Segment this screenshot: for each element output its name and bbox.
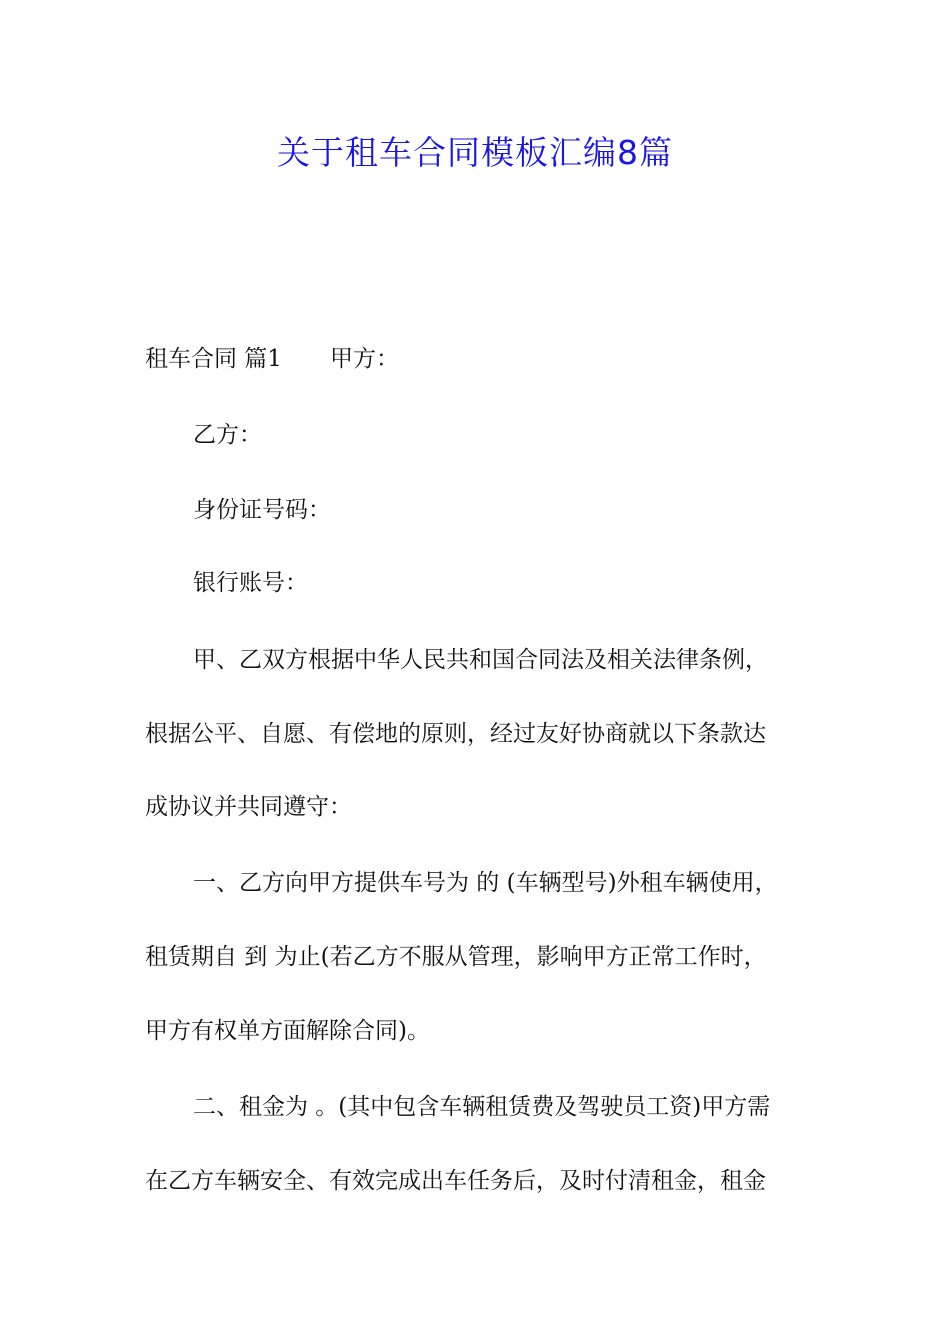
paragraph-line: 甲、乙双方根据中华人民共和国合同法及相关法律条例，: [193, 647, 768, 673]
section-heading-line: [145, 342, 399, 376]
section-heading: 租车合同 篇1: [145, 346, 282, 372]
clause-two-line: 二、租金为 。(其中包含车辆租赁费及驾驶员工资)甲方需: [193, 1094, 771, 1120]
document-title: 关于租车合同模板汇编8篇: [277, 133, 673, 172]
clause-one-line: 一、乙方向甲方提供车号为 的 (车辆型号)外租车辆使用，: [193, 870, 778, 896]
party-b-label: 乙方：: [193, 422, 262, 448]
clause-one-line: 租赁期自 到 为止(若乙方不服从管理，影响甲方正常工作时，: [145, 944, 767, 970]
bank-account-label: 银行账号：: [193, 570, 308, 596]
clause-one-line: 甲方有权单方面解除合同)。: [145, 1018, 430, 1044]
paragraph-line: 成协议并共同遵守：: [145, 794, 352, 820]
id-number-label: 身份证号码：: [193, 497, 331, 523]
clause-two-line: 在乙方车辆安全、有效完成出车任务后，及时付清租金，租金: [145, 1168, 766, 1194]
party-a-label: 甲方：: [329, 346, 399, 372]
paragraph-line: 根据公平、自愿、有偿地的原则，经过友好协商就以下条款达: [145, 721, 766, 747]
